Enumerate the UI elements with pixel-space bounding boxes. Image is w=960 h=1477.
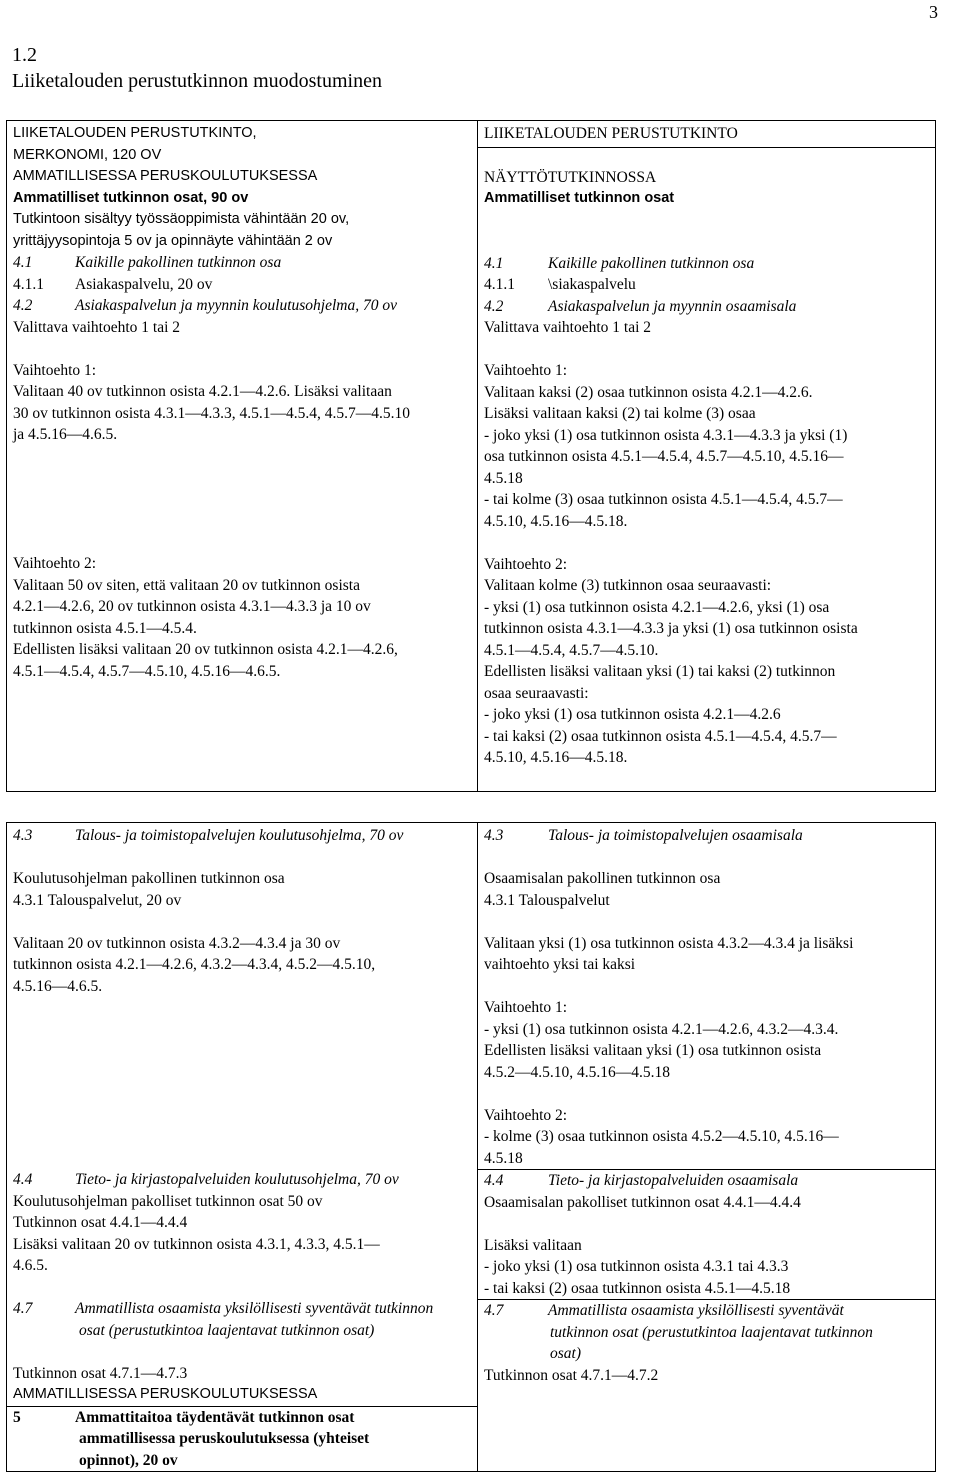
- left-section-5-cont: opinnot), 20 ov: [79, 1451, 178, 1469]
- left-v2-line: Valitaan 50 ov siten, että valitaan 20 ov tutkinnon osista: [13, 576, 360, 594]
- right-v2-line: Valitaan kolme (3) tutkinnon osaa seuraavasti:: [484, 577, 772, 594]
- bottom-comparison-table: [6, 822, 936, 1472]
- left-heading-5: Tutkintoon sisältyy työssäoppimista vähintään 20 ov,: [13, 211, 350, 227]
- right-heading-3: Ammatilliset tutkinnon osat: [484, 190, 675, 206]
- left-tieto-line: 4.6.5.: [13, 1257, 48, 1274]
- left-valitaan-line: Valitaan 20 ov tutkinnon osista 4.3.2—4.3.4 ja 30 ov: [13, 934, 341, 952]
- left-v2-line: tutkinnon osista 4.5.1—4.5.4.: [13, 619, 197, 637]
- right-section-4-1-1: 4.1.1 \siakaspalvelu: [484, 276, 636, 293]
- right-v2-line: - kolme (3) osaa tutkinnon osista 4.5.2—4.5.10, 4.5.16—: [484, 1128, 839, 1145]
- left-section-4-4: 4.4 Tieto- ja kirjastopalveluiden koulutusohjelma, 70 ov: [13, 1171, 399, 1188]
- left-section-4-7-cont: osat (perustutkintoa laajentavat tutkinnon osat): [79, 1321, 375, 1339]
- right-valitaan-line: Valitaan yksi (1) osa tutkinnon osista 4.3.2—4.3.4 ja lisäksi: [484, 934, 854, 952]
- left-section-4-2: 4.2 Asiakaspalvelun ja myynnin koulutusohjelma, 70 ov: [13, 297, 397, 314]
- right-oa-line: Osaamisalan pakollinen tutkinnon osa: [484, 870, 721, 887]
- page-number: 3: [929, 2, 938, 22]
- right-lisaksi-line: - tai kaksi (2) osaa tutkinnon osista 4.5.1—4.5.18: [484, 1279, 791, 1297]
- right-section-4-2: 4.2 Asiakaspalvelun ja myynnin osaamisala: [484, 297, 797, 315]
- right-v2-line: - tai kaksi (2) osaa tutkinnon osista 4.5.1—4.5.4, 4.5.7—: [484, 727, 837, 745]
- left-section-4-7: 4.7 Ammatillista osaamista yksilöllisesti syventävät tutkinnon: [13, 1300, 434, 1317]
- right-v2-title: Vaihtoehto 2:: [484, 555, 568, 573]
- right-v2-line: Edellisten lisäksi valitaan yksi (1) tai kaksi (2) tutkinnon: [484, 663, 836, 680]
- left-heading-1: LIIKETALOUDEN PERUSTUTKINTO,: [13, 125, 257, 141]
- bottom-right-cell: [478, 823, 936, 1472]
- left-v2-line: Edellisten lisäksi valitaan 20 ov tutkinnon osista 4.2.1—4.2.6,: [13, 641, 398, 658]
- right-v2-line: 4.5.1—4.5.4, 4.5.7—4.5.10.: [484, 641, 659, 659]
- right-v1-line: 4.5.2—4.5.10, 4.5.16—4.5.18: [484, 1063, 670, 1081]
- left-tieto-line: Tutkinnon osat 4.4.1—4.4.4: [13, 1214, 188, 1231]
- right-valitaan-line: vaihtoehto yksi tai kaksi: [484, 956, 636, 973]
- right-v1-line: 4.5.18: [484, 469, 523, 487]
- right-v1-line: Valitaan kaksi (2) osaa tutkinnon osista 4.2.1—4.2.6.: [484, 383, 813, 401]
- right-section-4-7-cont: osat): [550, 1345, 581, 1362]
- right-v1-title: Vaihtoehto 1:: [484, 362, 568, 379]
- right-v1-line: - yksi (1) osa tutkinnon osista 4.2.1—4.2.6, 4.3.2—4.3.4.: [484, 1020, 839, 1038]
- right-v2-line: - yksi (1) osa tutkinnon osista 4.2.1—4.2.6, yksi (1) osa: [484, 598, 830, 616]
- right-v2-line: tutkinnon osista 4.3.1—4.3.3 ja yksi (1) osa tutkinnon osista: [484, 620, 858, 637]
- right-v2-line: osaa seuraavasti:: [484, 684, 589, 702]
- bottom-left-cell: [7, 823, 478, 1472]
- right-v2-line: 4.5.18: [484, 1149, 523, 1167]
- right-section-4-7-cont: tutkinnon osat (perustutkintoa laajentavat tutkinnon: [550, 1323, 873, 1341]
- left-ko-line: 4.3.1 Talouspalvelut, 20 ov: [13, 891, 182, 909]
- left-v1-line: ja 4.5.16—4.6.5.: [13, 426, 118, 443]
- left-v2-line: 4.2.1—4.2.6, 20 ov tutkinnon osista 4.3.1—4.3.3 ja 10 ov: [13, 598, 371, 615]
- right-v1-line: 4.5.10, 4.5.16—4.5.18.: [484, 512, 628, 530]
- left-v1-line: Valitaan 40 ov tutkinnon osista 4.2.1—4.2.6. Lisäksi valitaan: [13, 383, 392, 400]
- top-left-cell: [7, 121, 478, 792]
- left-valittava: Valittava vaihtoehto 1 tai 2: [13, 318, 181, 336]
- right-tieto-line: Osaamisalan pakolliset tutkinnon osat 4.4.1—4.4.4: [484, 1193, 801, 1211]
- left-section-4-1: 4.1 Kaikille pakollinen tutkinnon osa: [13, 254, 282, 271]
- right-lisaksi-line: - joko yksi (1) osa tutkinnon osista 4.3.1 tai 4.3.3: [484, 1258, 789, 1275]
- right-section-4-4: 4.4 Tieto- ja kirjastopalveluiden osaamisala: [484, 1172, 799, 1189]
- section-title: Liiketalouden perustutkinnon muodostuminen: [12, 70, 382, 92]
- left-v2-line: 4.5.1—4.5.4, 4.5.7—4.5.10, 4.5.16—4.6.5.: [13, 662, 281, 680]
- left-section-5: 5 Ammattitaitoa täydentävät tutkinnon osat: [13, 1408, 355, 1426]
- right-v1-line: - tai kolme (3) osaa tutkinnon osista 4.5.1—4.5.4, 4.5.7—: [484, 491, 843, 508]
- left-v1-title: Vaihtoehto 1:: [13, 361, 97, 379]
- right-oa-line: 4.3.1 Talouspalvelut: [484, 891, 610, 909]
- top-right-cell: [478, 121, 936, 792]
- left-heading-6: yrittäjyysopintoja 5 ov ja opinnäyte vähintään 2 ov: [13, 232, 333, 249]
- left-section-5-cont: ammatillisessa peruskoulutuksessa (yhteiset: [79, 1430, 370, 1447]
- right-v1-line: Edellisten lisäksi valitaan yksi (1) osa tutkinnon osista: [484, 1042, 822, 1059]
- left-section-4-3: 4.3 Talous- ja toimistopalvelujen koulutusohjelma, 70 ov: [13, 827, 404, 844]
- right-heading-2: NÄYTTÖTUTKINNOSSA: [484, 168, 657, 186]
- right-valittava: Valittava vaihtoehto 1 tai 2: [484, 319, 652, 336]
- left-valitaan-line: 4.5.16—4.6.5.: [13, 977, 103, 995]
- right-heading-1: LIIKETALOUDEN PERUSTUTKINTO: [484, 125, 738, 142]
- right-v1-line: Lisäksi valitaan kaksi (2) tai kolme (3) osaa: [484, 405, 756, 422]
- section-heading: [12, 42, 382, 94]
- right-v1-title: Vaihtoehto 1:: [484, 999, 568, 1016]
- left-tutkinnon-osat: Tutkinnon osat 4.7.1—4.7.3: [13, 1364, 188, 1382]
- right-v2-title: Vaihtoehto 2:: [484, 1106, 568, 1124]
- left-v2-title: Vaihtoehto 2:: [13, 555, 97, 572]
- left-tieto-line: Lisäksi valitaan 20 ov tutkinnon osista 4.3.1, 4.3.3, 4.5.1—: [13, 1235, 380, 1253]
- right-v2-line: - joko yksi (1) osa tutkinnon osista 4.2.1—4.2.6: [484, 706, 781, 723]
- right-v2-line: 4.5.10, 4.5.16—4.5.18.: [484, 749, 628, 766]
- section-number: 1.2: [12, 44, 37, 66]
- left-v1-line: 30 ov tutkinnon osista 4.3.1—4.3.3, 4.5.1—4.5.4, 4.5.7—4.5.10: [13, 404, 410, 422]
- right-section-4-7: 4.7 Ammatillista osaamista yksilöllisesti syventävät: [484, 1302, 844, 1319]
- right-section-4-3: 4.3 Talous- ja toimistopalvelujen osaamisala: [484, 827, 803, 844]
- right-v1-line: osa tutkinnon osista 4.5.1—4.5.4, 4.5.7—4.5.10, 4.5.16—: [484, 448, 844, 465]
- left-heading-2: MERKONOMI, 120 OV: [13, 146, 162, 163]
- left-tieto-line: Koulutusohjelman pakolliset tutkinnon osat 50 ov: [13, 1192, 323, 1210]
- right-v1-line: - joko yksi (1) osa tutkinnon osista 4.3.1—4.3.3 ja yksi (1): [484, 426, 848, 444]
- top-comparison-table: [6, 120, 936, 792]
- left-heading-4: Ammatilliset tutkinnon osat, 90 ov: [13, 189, 249, 206]
- right-section-4-1: 4.1 Kaikille pakollinen tutkinnon osa: [484, 254, 755, 272]
- left-heading-3: AMMATILLISESSA PERUSKOULUTUKSESSA: [13, 168, 318, 184]
- right-tutkinnon-osat: Tutkinnon osat 4.7.1—4.7.2: [484, 1366, 659, 1384]
- left-section-4-1-1: 4.1.1 Asiakaspalvelu, 20 ov: [13, 275, 213, 293]
- left-ko-line: Koulutusohjelman pakollinen tutkinnon osa: [13, 870, 285, 887]
- left-valitaan-line: tutkinnon osista 4.2.1—4.2.6, 4.3.2—4.3.4, 4.5.2—4.5.10,: [13, 956, 376, 973]
- left-ammatillisessa: AMMATILLISESSA PERUSKOULUTUKSESSA: [13, 1386, 318, 1402]
- right-lisaksi: Lisäksi valitaan: [484, 1236, 582, 1254]
